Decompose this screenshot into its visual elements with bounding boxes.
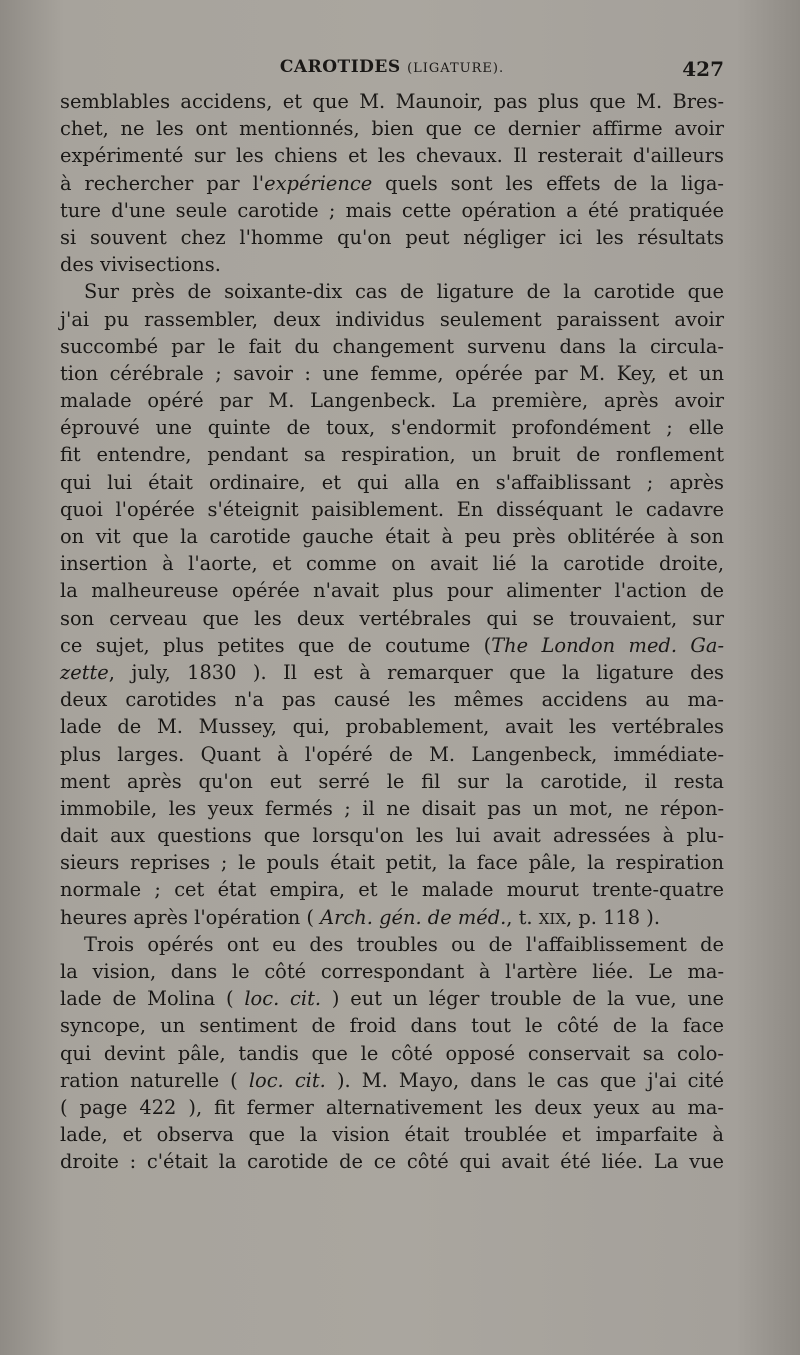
text-line: la vision, dans le côté correspondant à l'artère liée. Le ma- [60, 960, 724, 983]
text-line: semblables accidens, et que M. Maunoir, pas plus que M. Bres- [60, 90, 724, 113]
text-line: sieurs reprises ; le pouls était petit, la face pâle, la respiration [60, 851, 724, 875]
text-line: ment après qu'on eut serré le fil sur la carotide, il resta [60, 769, 724, 793]
text-line: on vit que la carotide gauche était à peu près oblitérée à son [60, 525, 724, 548]
text-line: si souvent chez l'homme qu'on peut négliger ici les résultats [60, 225, 724, 249]
text-line: insertion à l'aorte, et comme on avait lié la carotide droite, [60, 552, 724, 576]
text-line: quoi l'opérée s'éteignit paisiblement. En disséquant le cadavre [60, 497, 724, 521]
text-line: qui lui était ordinaire, et qui alla en s'affaiblissant ; après [60, 470, 724, 494]
text-line: la malheureuse opérée n'avait plus pour alimenter l'action de [60, 579, 724, 603]
text-line: lade, et observa que la vision était troublée et imparfaite à [60, 1123, 724, 1147]
text-line: ture d'une seule carotide ; mais cette opération a été pratiquée [60, 198, 724, 222]
text-line: ( page 422 ), fit fermer alternativement les deux yeux au ma- [60, 1095, 724, 1119]
text-line: fit entendre, pendant sa respiration, un bruit de ronflement [60, 443, 724, 467]
text-line: éprouvé une quinte de toux, s'endormit profondément ; elle [60, 416, 724, 440]
text-line: des vivisections. [60, 253, 221, 277]
text-line: succombé par le fait du changement survenu dans la circula- [60, 334, 724, 358]
text-line: immobile, les yeux fermés ; il ne disait pas un mot, ne répon- [60, 796, 724, 820]
text-line: j'ai pu rassembler, deux individus seulement paraissent avoir [60, 307, 724, 331]
text-line: heures après l'opération ( Arch. gén. de méd., t. XIX, p. 118 ). [60, 905, 661, 929]
page-number: 427 [682, 57, 724, 81]
text-line: ce sujet, plus petites que de coutume (The London med. Ga- [60, 633, 725, 657]
text-line: malade opéré par M. Langenbeck. La première, après avoir [60, 389, 724, 413]
page-header [60, 57, 724, 87]
text-line: Trois opérés ont eu des troubles ou de l'affaiblissement de [84, 932, 724, 956]
text-line: lade de M. Mussey, qui, probablement, avait les vertébrales [60, 715, 724, 739]
text-line: chet, ne les ont mentionnés, bien que ce dernier affirme avoir [60, 117, 724, 141]
text-line: à rechercher par l'expérience quels sont les effets de la liga- [60, 171, 724, 195]
text-line: zette, july, 1830 ). Il est à remarquer que la ligature des [60, 660, 724, 684]
text-line: deux carotides n'a pas causé les mêmes accidens au ma- [60, 688, 724, 712]
running-head-paren: (LIGATURE). [407, 61, 505, 76]
text-line: droite : c'était la carotide de ce côté qui avait été liée. La vue [60, 1150, 724, 1174]
running-head-sub: LIGATURE [413, 61, 493, 76]
text-line: son cerveau que les deux vertébrales qui se trouvaient, sur [60, 606, 724, 630]
text-line: dait aux questions que lorsqu'on les lui avait adressées à plu- [60, 824, 724, 848]
text-line: tion cérébrale ; savoir : une femme, opérée par M. Key, et un [60, 361, 724, 385]
text-line: plus larges. Quant à l'opéré de M. Langenbeck, immédiate- [60, 742, 724, 766]
running-head [60, 57, 724, 77]
body-text [60, 88, 724, 1176]
text-line: Sur près de soixante-dix cas de ligature de la carotide que [84, 280, 724, 304]
running-head-main: CAROTIDES [279, 57, 401, 77]
text-line: normale ; cet état empira, et le malade mourut trente-quatre [60, 878, 724, 902]
text-line: expérimenté sur les chiens et les chevaux. Il resterait d'ailleurs [60, 144, 724, 168]
text-line: syncope, un sentiment de froid dans tout le côté de la face [60, 1014, 724, 1038]
text-line: qui devint pâle, tandis que le côté opposé conservait sa colo- [60, 1041, 724, 1065]
text-line: lade de Molina ( loc. cit. ) eut un léger trouble de la vue, une [60, 987, 724, 1011]
text-line: ration naturelle ( loc. cit. ). M. Mayo, dans le cas que j'ai cité [60, 1068, 724, 1092]
